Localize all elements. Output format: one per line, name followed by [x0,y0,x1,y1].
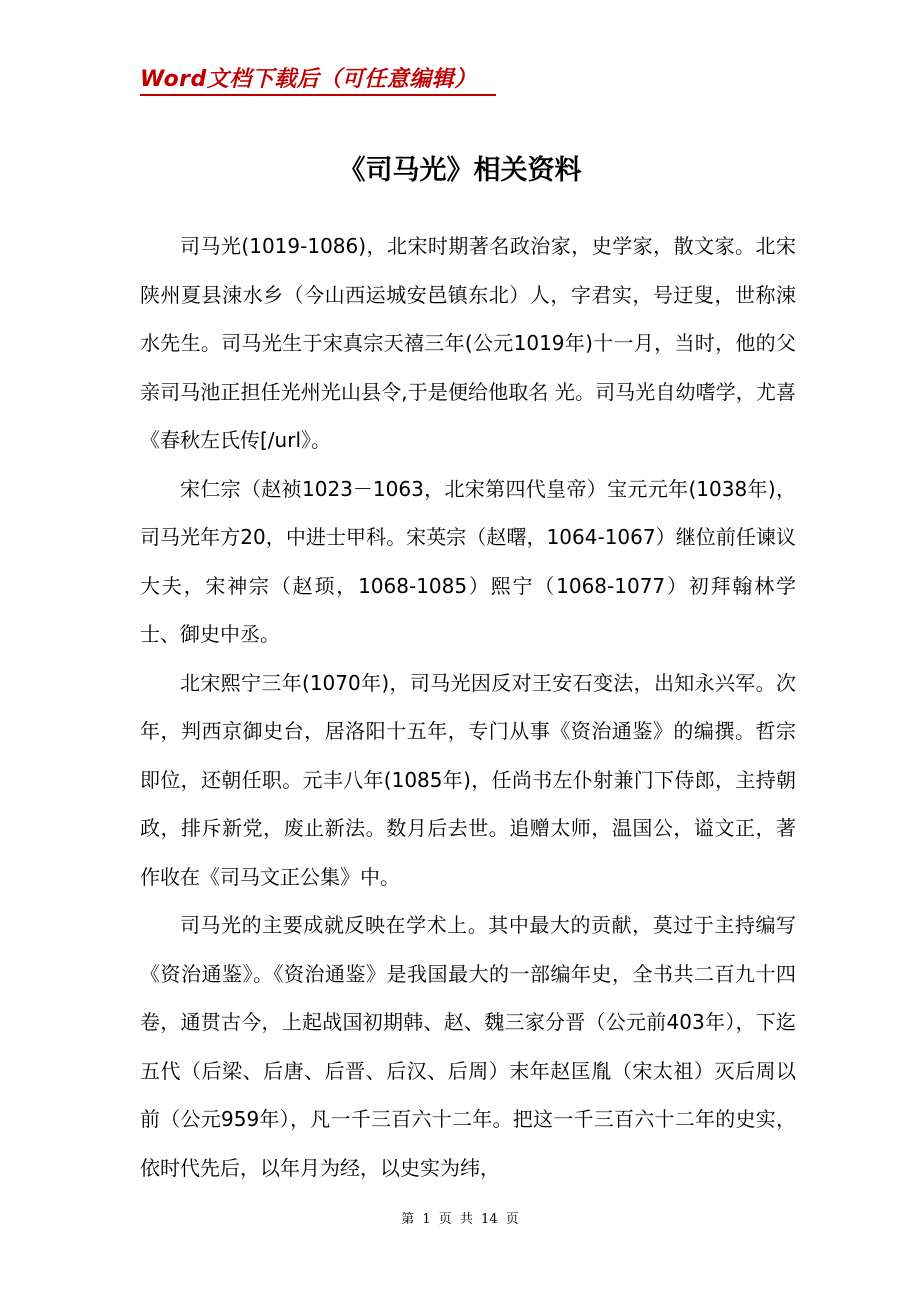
paragraph: 北宋熙宁三年(1070年)，司马光因反对王安石变法，出知永兴军。次年，判西京御史台，居洛阳十五年，专门从事《资治通鉴》的编撰。哲宗即位，还朝任职。元丰八年(1085年)，任尚书左仆射兼门下侍郎，主持朝政，排斥新党，废止新法。数月后去世。追赠太师，温国公，谥文正，著作收在《司马文正公集》中。 [140,670,796,889]
banner-underline [140,94,496,96]
paragraph: 宋仁宗（赵祯1023－1063，北宋第四代皇帝）宝元元年(1038年)，司马光年方20，中进士甲科。宋英宗（赵曙，1064-1067）继位前任谏议大夫，宋神宗（赵顼，1068-1085）熙宁（1068-1077）初拜翰林学士、御史中丞。 [140,476,796,646]
document-body [140,222,796,1192]
document-title: 《司马光》相关资料 [338,155,582,186]
page-footer: 第 1 页 共 14 页 [401,1212,519,1227]
paragraph: 司马光(1019-1086)，北宋时期著名政治家，史学家，散文家。北宋陕州夏县涑水乡（今山西运城安邑镇东北）人，字君实，号迂叟，世称涑水先生。司马光生于宋真宗天禧三年(公元1019年)十一月，当时，他的父亲司马池正担任光州光山县令,于是便给他取名 光。司马光自幼嗜学，尤喜《春秋左氏传[/url》。 [140,234,796,452]
download-banner: Word文档下载后（可任意编辑） [140,67,477,92]
paragraph: 司马光的主要成就反映在学术上。其中最大的贡献，莫过于主持编写《资治通鉴》。《资治通鉴》是我国最大的一部编年史，全书共二百九十四卷，通贯古今，上起战国初期韩、赵、魏三家分晋（公元前403年），下迄五代（后梁、后唐、后晋、后汉、后周）末年赵匡胤（宋太祖）灭后周以前（公元959年），凡一千三百六十二年。把这一千三百六十二年的史实，依时代先后，以年月为经，以史实为纬， [140,913,796,1180]
